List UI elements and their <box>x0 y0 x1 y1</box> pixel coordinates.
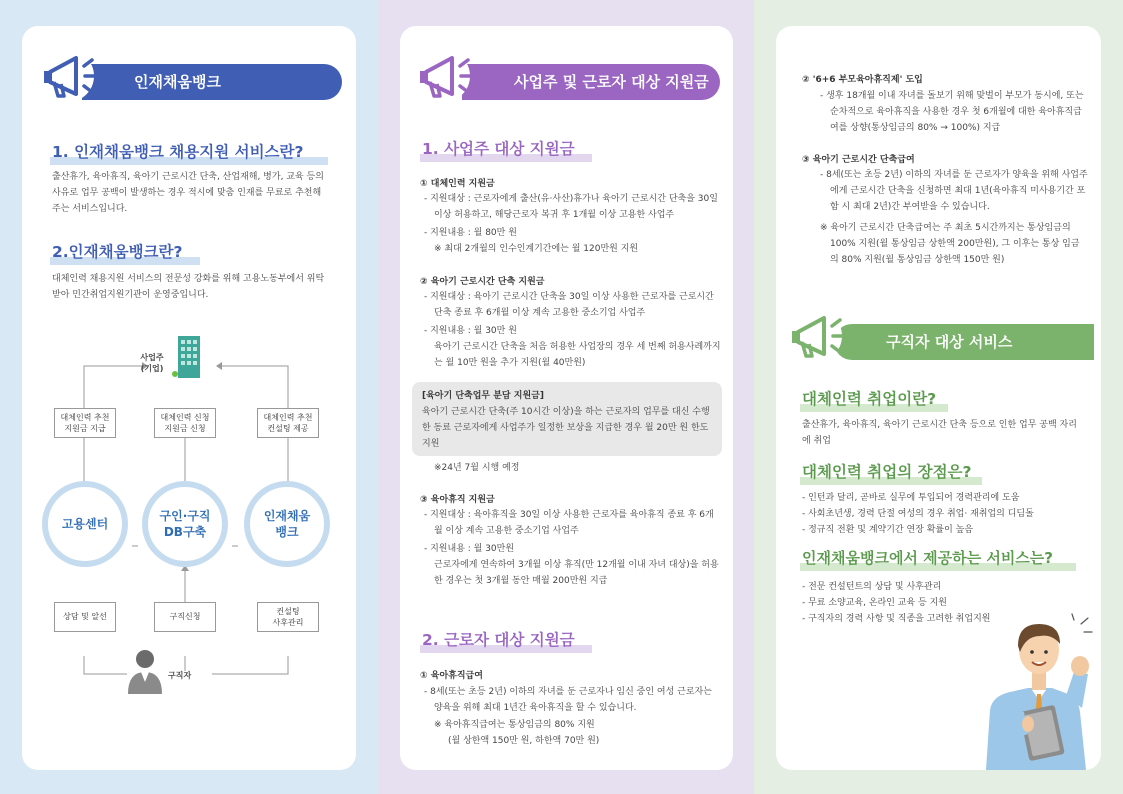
about-description: 대체인력 채용지원 서비스의 전문성 강화를 위해 고용노동부에서 위탁받아 민간취업지원기관이 운영중입니다. <box>52 274 325 300</box>
megaphone-icon <box>780 304 852 364</box>
banner-jobseeker: 구직자 대상 서비스 <box>834 324 1094 360</box>
subsidy-1-note: ※ 최대 2개월의 인수인계기간에는 월 120만원 지원 <box>434 244 639 254</box>
worker-2-text: - 생후 18개월 이내 자녀를 돌보기 위해 맞벌이 부모가 동시에, 또는 순차적으로 육아휴직을 사용한 경우 첫 6개월에 대한 육아휴직급여를 상향(통상임금의 80% → 100%) 지급 <box>820 91 1084 133</box>
jobseeker-icon <box>126 648 164 694</box>
heading-services: 인재채움뱅크에서 제공하는 서비스는? <box>802 549 1053 567</box>
flow-box-text: 컨설팅 사후관리 <box>272 607 304 627</box>
worker-3-note: ※ 육아기 근로시간 단축급여는 주 최초 5시간까지는 통상임금의 100% 지원(월 통상임금 상한액 200만원), 그 이후는 통상 임금의 80% 지원(월 통상임금 상한액 150만 원) <box>820 223 1080 265</box>
flow-box-text: 상담 및 알선 <box>63 612 107 621</box>
subsidy-1-amount: - 지원내용 : 월 80만 원 <box>424 228 517 238</box>
subsidy-1-target: - 지원대상 : 근로자에게 출산(유·사산)휴가나 육아기 근로시간 단축을 30일 이상 허용하고, 해당근로자 복귀 후 1개월 이상 고용한 사업주 <box>424 194 718 220</box>
flow-box-top-2 <box>154 408 216 438</box>
heading-worker-subsidy: 2. 근로자 대상 지원금 <box>422 631 575 649</box>
megaphone-icon <box>32 44 104 104</box>
heading-advantages: 대체인력 취업의 장점은? <box>802 463 972 481</box>
panel-talent-bank <box>22 26 356 770</box>
circle-employment-center <box>42 481 128 567</box>
subsidy-3-target: - 지원대상 : 육아휴직을 30일 이상 사용한 근로자를 육아휴직 종료 후 6개월 이상 계속 고용한 중소기업 사업주 <box>424 510 714 536</box>
worker-2-title: ② '6+6 부모육아휴직제' 도입 <box>802 75 923 85</box>
advantage-2: - 사회초년생, 경력 단절 여성의 경우 취업· 재취업의 디딤돌 <box>802 509 1034 519</box>
heading-service: 1. 인재채움뱅크 채용지원 서비스란? <box>52 143 304 161</box>
service-3: - 구직자의 경력 사항 및 직종을 고려한 취업지원 <box>802 614 991 624</box>
subsidy-1-title: ① 대체인력 지원금 <box>420 179 495 189</box>
advantage-3: - 정규직 전환 및 계약기간 연장 확률이 높음 <box>802 525 974 535</box>
subsidy-3-title: ③ 육아휴직 지원금 <box>420 495 495 505</box>
shared-work-text: 육아기 근로시간 단축(주 10시간 이상)을 하는 근로자의 업무를 대신 수행한 동료 근로자에게 사업주가 일정한 보상을 지급한 경우 월 20만 원 한도 지원 <box>422 407 710 449</box>
worker-1-text: - 8세(또는 초등 2년) 이하의 자녀를 둔 근로자나 임신 중인 여성 근로자는 양육을 위해 최대 1년간 육아휴직을 할 수 있습니다. <box>424 687 712 713</box>
heading-what-is: 대체인력 취업이란? <box>802 390 937 408</box>
circle-text: 인재채움 뱅크 <box>263 509 311 539</box>
building-icon <box>172 334 206 380</box>
flow-box-bottom-3 <box>257 602 319 632</box>
service-description: 출산휴가, 육아휴직, 육아기 근로시간 단축, 산업재해, 병가, 교육 등의 사유로 업무 공백이 발생하는 경우 적시에 맞춤 인재를 무료로 추천해 주는 서비스입니다. <box>52 172 324 214</box>
heading-about: 2.인재채움뱅크란? <box>52 243 183 261</box>
what-is-text: 출산휴가, 육아휴직, 육아기 근로시간 단축 등으로 인한 업무 공백 자리에 취업 <box>802 420 1077 446</box>
businessman-illustration <box>976 612 1101 770</box>
flow-box-text: 대체인력 추천 컨설팅 제공 <box>263 413 313 433</box>
worker-1-title: ① 육아휴직급여 <box>420 671 483 681</box>
flow-box-bottom-2 <box>154 602 216 632</box>
panel-jobseeker <box>776 26 1101 770</box>
shared-work-subsidy-box <box>412 382 722 456</box>
subsidy-2-extra: 육아기 근로시간 단축을 처음 허용한 사업장의 경우 세 번째 허용사례까지는 월 10만 원을 추가 지원(월 40만원) <box>434 342 721 368</box>
shared-work-title: [육아기 단축업무 분담 지원금] <box>422 391 544 401</box>
subsidy-2-target: - 지원대상 : 육아기 근로시간 단축을 30일 이상 사용한 근로자를 근로시간 단축 종료 후 6개월 이상 계속 고용한 중소기업 사업주 <box>424 292 714 318</box>
worker-3-text: - 8세(또는 초등 2년) 이하의 자녀를 둔 근로자가 양육을 위해 사업주에게 근로시간 단축을 신청하면 최대 1년(육아휴직 미사용기간 포함 시 최대 2년)간 부여받을 수 있습니다. <box>820 170 1088 212</box>
banner-subsidies: 사업주 및 근로자 대상 지원금 <box>462 64 720 100</box>
banner-talent-bank: 인재채움뱅크 <box>82 64 342 100</box>
service-1: - 전문 컨설턴트의 상담 및 사후관리 <box>802 582 942 592</box>
circle-text: 구인·구직 DB구축 <box>159 509 211 539</box>
flow-box-top-3 <box>257 408 319 438</box>
heading-employer-subsidy: 1. 사업주 대상 지원금 <box>422 140 575 158</box>
jobseeker-label: 구직자 <box>168 671 192 680</box>
service-2: - 무료 소양교육, 온라인 교육 등 지원 <box>802 598 947 608</box>
flow-box-top-1 <box>54 408 116 438</box>
schedule-note: ※24년 7월 시행 예정 <box>434 463 520 473</box>
subsidy-3-extra: 근로자에게 연속하여 3개월 이상 휴직(만 12개월 이내 자녀 대상)을 허용한 경우는 첫 3개월 동안 매월 200만원 지급 <box>434 560 719 586</box>
subsidy-3-amount: - 지원내용 : 월 30만원 <box>424 544 515 554</box>
flow-box-text: 대체인력 신청 지원금 신청 <box>160 413 210 433</box>
circle-text: 고용센터 <box>61 517 109 531</box>
advantage-1: - 인턴과 달리, 곧바로 실무에 투입되어 경력관리에 도움 <box>802 493 1020 503</box>
flow-box-bottom-1 <box>54 602 116 632</box>
panel-subsidies <box>400 26 733 770</box>
employer-label: 사업주 (기업) <box>140 353 164 373</box>
flow-box-text: 구직신청 <box>169 612 201 621</box>
flow-box-text: 대체인력 추천 지원금 지급 <box>60 413 110 433</box>
worker-1-limit: (월 상한액 150만 원, 하한액 70만 원) <box>448 736 600 746</box>
circle-db <box>142 481 228 567</box>
worker-3-title: ③ 육아기 근로시간 단축급여 <box>802 155 915 165</box>
megaphone-icon <box>408 44 480 104</box>
circle-talent-bank <box>244 481 330 567</box>
subsidy-2-title: ② 육아기 근로시간 단축 지원금 <box>420 277 545 287</box>
worker-1-note: ※ 육아휴직급여는 통상임금의 80% 지원 <box>434 720 595 730</box>
subsidy-2-amount: - 지원내용 : 월 30만 원 <box>424 326 517 336</box>
